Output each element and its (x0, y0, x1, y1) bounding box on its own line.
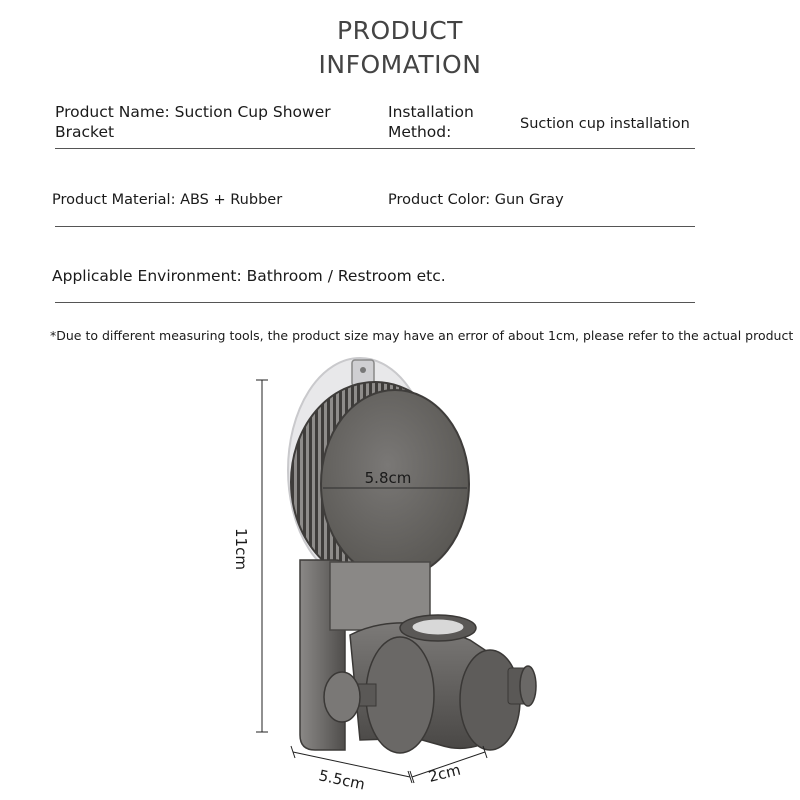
height-label: 11cm (232, 528, 250, 570)
adjustment-knob-right (508, 666, 536, 706)
product-name-line-1: Product Name: Suction Cup Shower (55, 103, 331, 121)
diameter-label: 5.8cm (364, 469, 412, 487)
product-material-field: Product Material: ABS + Rubber (52, 192, 283, 208)
product-color-field: Product Color: Gun Gray (388, 192, 564, 208)
applicable-environment-field: Applicable Environment: Bathroom / Restroom etc. (52, 267, 446, 285)
installation-label-line-2: Method: (388, 123, 452, 141)
width-label: 5.5cm (317, 766, 367, 794)
depth-label: 2cm (426, 760, 463, 786)
installation-label-line-1: Installation (388, 103, 474, 121)
measurement-note: *Due to different measuring tools, the product size may have an error of about 1cm, please refer to the actual product (50, 328, 794, 343)
product-name-line-2: Bracket (55, 123, 115, 141)
height-dimension (256, 380, 268, 732)
installation-value: Suction cup installation (520, 116, 690, 132)
title-line-1: PRODUCT (337, 16, 463, 45)
title-line-2: INFOMATION (318, 50, 482, 79)
